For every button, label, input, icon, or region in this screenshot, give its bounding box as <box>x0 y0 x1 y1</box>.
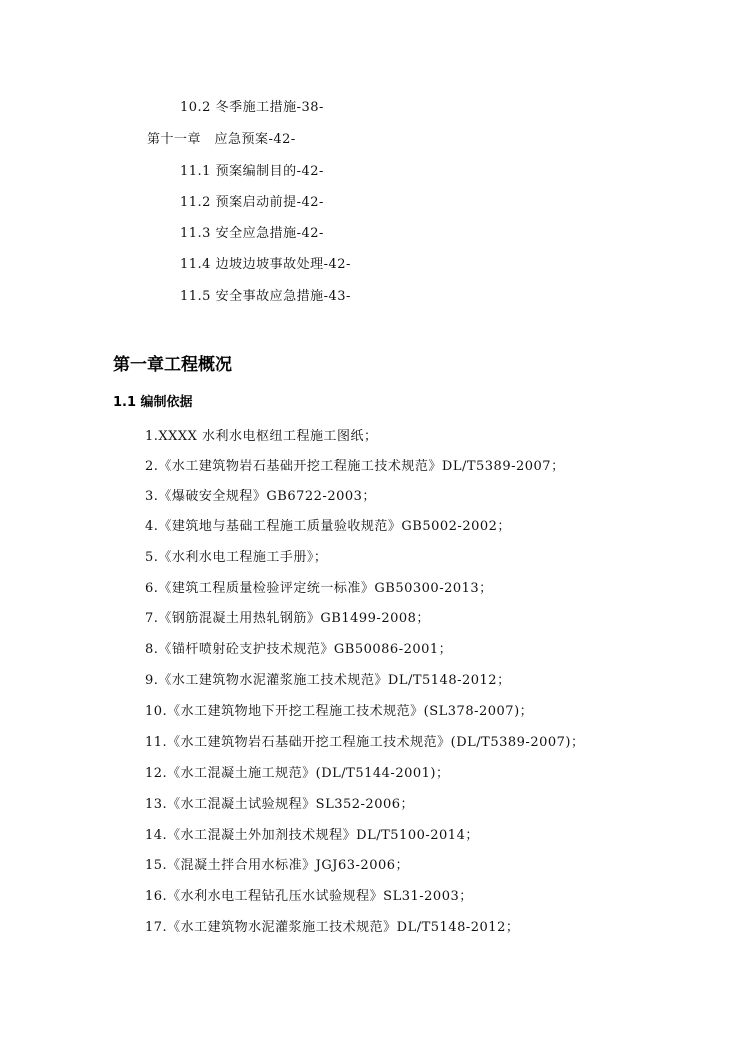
toc-item: 10.2 冬季施工措施-38- <box>180 100 324 115</box>
section-title: 1.1 编制依据 <box>113 395 193 410</box>
toc-item: 11.4 边坡边坡事故处理-42- <box>180 257 351 272</box>
reference-item: 13.《水工混凝土试验规程》SL352-2006； <box>145 797 415 812</box>
reference-item: 2.《水工建筑物岩石基础开挖工程施工技术规范》DL/T5389-2007； <box>145 459 565 474</box>
reference-item: 8.《锚杆喷射砼支护技术规范》GB50086-2001； <box>145 642 453 657</box>
reference-item: 6.《建筑工程质量检验评定统一标准》GB50300-2013； <box>145 581 493 596</box>
reference-item: 1.XXXX 水利水电枢纽工程施工图纸； <box>145 429 378 444</box>
reference-item: 4.《建筑地与基础工程施工质量验收规范》GB5002-2002； <box>145 519 511 534</box>
toc-item: 11.1 预案编制目的-42- <box>180 164 324 179</box>
reference-item: 11.《水工建筑物岩石基础开挖工程施工技术规范》(DL/T5389-2007)； <box>145 735 585 750</box>
toc-item: 11.3 安全应急措施-42- <box>180 226 324 241</box>
reference-item: 3.《爆破安全规程》GB6722-2003； <box>145 489 376 504</box>
reference-item: 14.《水工混凝土外加剂技术规程》DL/T5100-2014； <box>145 828 479 843</box>
toc-item: 11.5 安全事故应急措施-43- <box>180 289 351 304</box>
reference-item: 9.《水工建筑物水泥灌浆施工技术规范》DL/T5148-2012； <box>145 673 511 688</box>
reference-item: 7.《钢筋混凝土用热轧钢筋》GB1499-2008； <box>145 611 430 626</box>
chapter-title: 第一章工程概况 <box>113 355 232 375</box>
reference-item: 17.《水工建筑物水泥灌浆施工技术规范》DL/T5148-2012； <box>145 920 520 935</box>
reference-item: 12.《水工混凝土施工规范》(DL/T5144-2001)； <box>145 766 450 781</box>
toc-item: 11.2 预案启动前提-42- <box>180 195 324 210</box>
toc-chapter-item: 第十一章 应急预案-42- <box>147 132 296 147</box>
reference-item: 15.《混凝土拌合用水标准》JGJ63-2006； <box>145 858 410 873</box>
reference-item: 16.《水利水电工程钻孔压水试验规程》SL31-2003； <box>145 889 473 904</box>
reference-item: 5.《水利水电工程施工手册》； <box>145 550 328 565</box>
reference-item: 10.《水工建筑物地下开挖工程施工技术规范》(SL378-2007)； <box>145 704 534 719</box>
